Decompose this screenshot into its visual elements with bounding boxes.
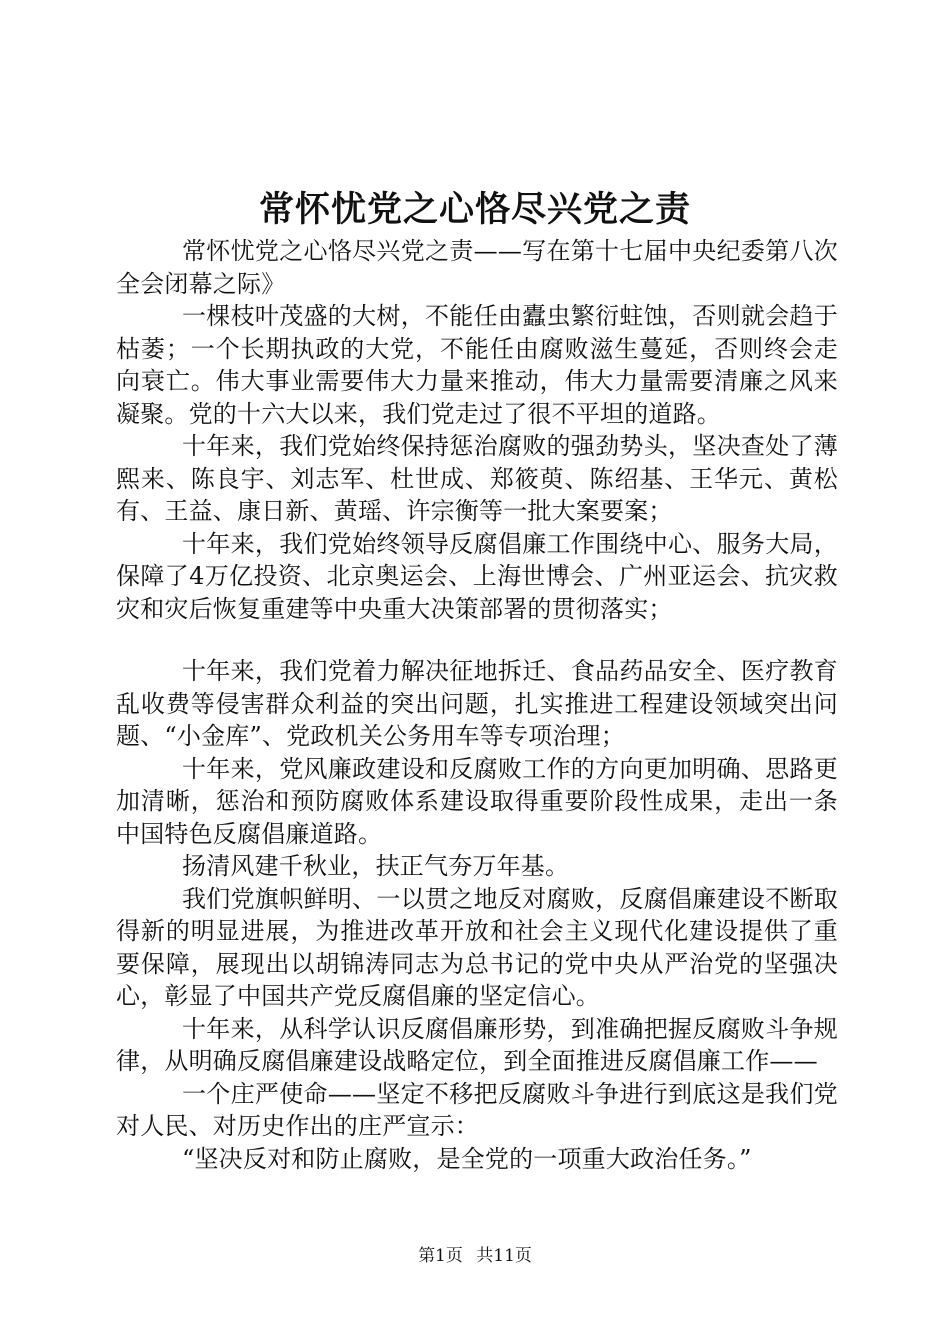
document-body: [116, 235, 838, 1175]
paragraph: 十年来，我们党始终领导反腐倡廉工作围绕中心、服务大局，保障了4万亿投资、北京奥运会、上海世博会、广州亚运会、抗灾救灾和灾后恢复重建等中央重大决策部署的贯彻落实；: [116, 529, 838, 623]
paragraph: 扬清风建千秋业，扶正气夯万年基。: [182, 852, 570, 880]
page-total: 共11页: [476, 1246, 532, 1266]
document-title: 常怀忧党之心恪尽兴党之责: [258, 189, 691, 230]
page-footer: [0, 1244, 950, 1268]
paragraph: 一个庄严使命——坚定不移把反腐败斗争进行到底这是我们党对人民、对历史作出的庄严宣示：: [116, 1079, 838, 1140]
page-number: 第1页: [418, 1246, 463, 1266]
paragraph: 十年来，我们党始终保持惩治腐败的强劲势头，坚决查处了薄熙来、陈良宇、刘志军、杜世成、郑筱萸、陈绍基、王华元、黄松有、王益、康日新、黄瑶、许宗衡等一批大案要案；: [116, 432, 838, 525]
paragraph: 十年来，我们党着力解决征地拆迁、食品药品安全、医疗教育乱收费等侵害群众利益的突出问题，扎实推进工程建设领域突出问题、“小金库”、党政机关公务用车等专项治理；: [116, 657, 838, 750]
paragraph: 十年来，从科学认识反腐倡廉形势，到准确把握反腐败斗争规律，从明确反腐倡廉建设战略定位，到全面推进反腐倡廉工作——: [116, 1014, 838, 1075]
paragraph: 十年来，党风廉政建设和反腐败工作的方向更加明确、思路更加清晰，惩治和预防腐败体系建设取得重要阶段性成果，走出一条中国特色反腐倡廉道路。: [116, 754, 838, 848]
paragraph: 我们党旗帜鲜明、一以贯之地反对腐败，反腐倡廉建设不断取得新的明显进展，为推进改革开放和社会主义现代化建设提供了重要保障，展现出以胡锦涛同志为总书记的党中央从严治党的坚强决心，彰显了中国共产党反腐倡廉的坚定信心。: [116, 884, 838, 1010]
paragraph-subtitle: 常怀忧党之心恪尽兴党之责——写在第十七届中央纪委第八次全会闭幕之际》: [116, 237, 838, 298]
blank-line: [116, 625, 838, 655]
paragraph: 一棵枝叶茂盛的大树，不能任由蠹虫繁衍蛀蚀，否则就会趋于枯萎；一个长期执政的大党，不能任由腐败滋生蔓延，否则终会走向衰亡。伟大事业需要伟大力量来推动，伟大力量需要清廉之风来凝聚。党的十六大以来，我们党走过了很不平坦的道路。: [116, 302, 838, 428]
paragraph-quote: “坚决反对和防止腐败，是全党的一项重大政治任务。”: [182, 1144, 752, 1173]
